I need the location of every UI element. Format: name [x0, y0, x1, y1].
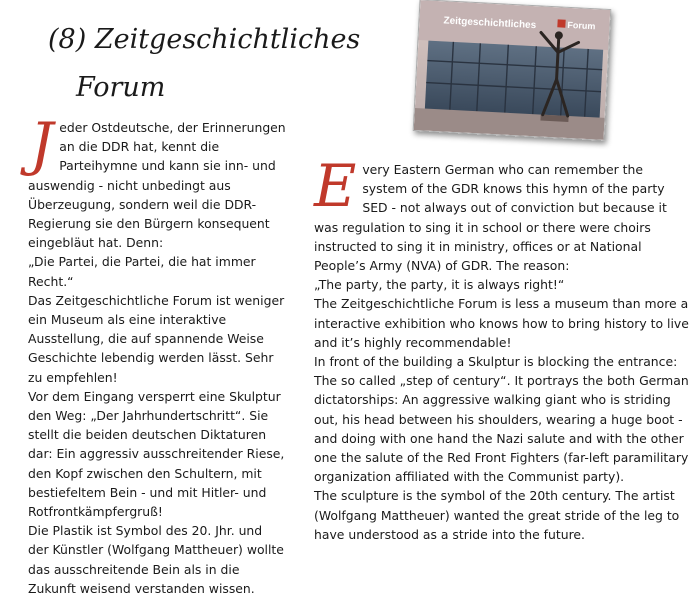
german-text-column [28, 110, 286, 598]
german-paragraph: Vor dem Eingang versperrt eine Skulptur den Weg: „Der Jahrhundertschritt“. Sie stellt die beiden deutschen Diktaturen dar: Ein aggressiv ausschreitender Riese, den Kopf zwischen den Schultern, mit bestiefeltem Bein - und mit Hitler- und Rotfrontkämpfergruß! [28, 388, 285, 520]
english-paragraph: In front of the building a Skulptur is blocking the entrance: The so called „step of century“. It portrays the both German dictatorships: An aggressive walking giant who is striding out, his head between his shoulders, wearing a huge boot - and doing with one hand the Nazi salute and with the other one the salute of the Red Front Fighters (far-left paramilitary organization affiliated with the Communist party). [314, 354, 689, 485]
english-paragraph: „The party, the party, it is always right!“ [314, 277, 565, 293]
museum-photo [413, 0, 612, 141]
page-title [48, 16, 360, 112]
english-paragraph: The Zeitgeschichtliche Forum is less a museum than more a interactive exhibition who knows how to bring history to live and it’s highly recommendable! [314, 296, 689, 350]
english-text-column [314, 152, 690, 544]
german-paragraph: Das Zeitgeschichtliche Forum ist weniger ein Museum als eine interaktive Ausstellung, die auf spannende Weise Geschichte lebendig werden lässt. Sehr zu empfehlen! [28, 292, 285, 385]
english-paragraph: The sculpture is the symbol of the 20th century. The artist (Wolfgang Mattheuer) wanted the great stride of the leg to have understood as a stride into the future. [314, 488, 680, 542]
photo-logo-text: Forum [567, 19, 596, 32]
title-line-1: (8) Zeitgeschichtliches [48, 24, 361, 55]
german-paragraph: Die Plastik ist Symbol des 20. Jhr. und der Künstler (Wolfgang Mattheuer) wollte das ausschreitende Bein als in die Zukunft weisend verstanden wissen. [28, 523, 284, 596]
german-dropcap: J [30, 110, 54, 178]
english-paragraph: very Eastern German who can remember the system of the GDR knows this hymn of the party SED - not always out of conviction but because it was regulation to sing it in school or there were choirs instructed to sing it in ministry, offices or at National People’s Army (NVA) of GDR. The reason: [314, 162, 667, 274]
photo-sign-text: Zeitgeschichtliches [443, 15, 537, 32]
english-dropcap: E [314, 152, 357, 220]
museum-facade-image [414, 0, 611, 140]
title-line-2: Forum [76, 72, 166, 103]
german-paragraph: eder Ostdeutsche, der Erinnerungen an die DDR hat, kennt die Parteihymne und kann sie inn- und auswendig - nicht unbedingt aus Überzeugung, sondern weil die DDR-Regierung sie den Bürgern konsequent eingebläut hat. Denn: [28, 120, 286, 251]
german-paragraph: „Die Partei, die Partei, die hat immer Recht.“ [28, 254, 256, 289]
